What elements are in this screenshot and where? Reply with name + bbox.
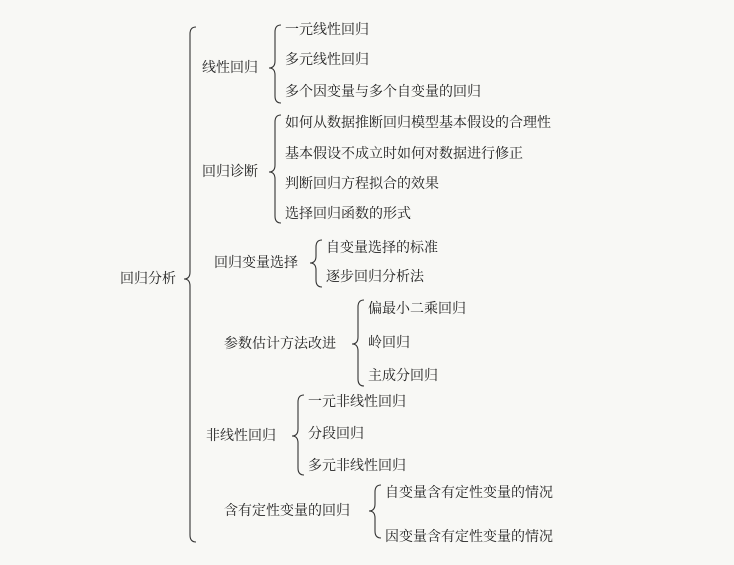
- leaf-label: 岭回归: [368, 335, 410, 351]
- leaf-label: 偏最小二乘回归: [368, 301, 466, 317]
- brace-branch-2: [269, 115, 281, 223]
- leaf-label: 主成分回归: [368, 368, 438, 384]
- brace-branch-3: [310, 240, 322, 287]
- leaf-label: 一元非线性回归: [308, 394, 406, 410]
- leaf-label: 如何从数据推断回归模型基本假设的合理性: [285, 115, 551, 131]
- leaf-label: 多元非线性回归: [308, 458, 406, 474]
- brace-branch-1: [269, 25, 281, 103]
- branch-label-qualitative: 含有定性变量的回归: [224, 503, 350, 519]
- branch-label-linear: 线性回归: [202, 60, 258, 76]
- brace-branch-4: [352, 300, 364, 386]
- leaf-label: 多元线性回归: [285, 52, 369, 68]
- branch-label-variable-selection: 回归变量选择: [214, 255, 298, 271]
- leaf-label: 判断回归方程拟合的效果: [285, 176, 439, 192]
- branch-label-nonlinear: 非线性回归: [206, 428, 276, 444]
- leaf-label: 逐步回归分析法: [326, 269, 424, 285]
- leaf-label: 分段回归: [308, 426, 364, 442]
- leaf-label: 自变量含有定性变量的情况: [385, 485, 553, 501]
- root-label: 回归分析: [120, 271, 176, 287]
- leaf-label: 选择回归函数的形式: [285, 206, 411, 222]
- leaf-label: 一元线性回归: [285, 22, 369, 38]
- brace-branch-6: [369, 485, 381, 538]
- leaf-label: 自变量选择的标准: [326, 240, 438, 256]
- branch-label-estimation-improvement: 参数估计方法改进: [224, 336, 336, 352]
- leaf-label: 多个因变量与多个自变量的回归: [285, 84, 481, 100]
- leaf-label: 因变量含有定性变量的情况: [385, 529, 553, 545]
- leaf-label: 基本假设不成立时如何对数据进行修正: [285, 146, 523, 162]
- brace-root: [184, 27, 196, 542]
- branch-label-diagnostics: 回归诊断: [202, 164, 258, 180]
- brace-branch-5: [292, 395, 304, 475]
